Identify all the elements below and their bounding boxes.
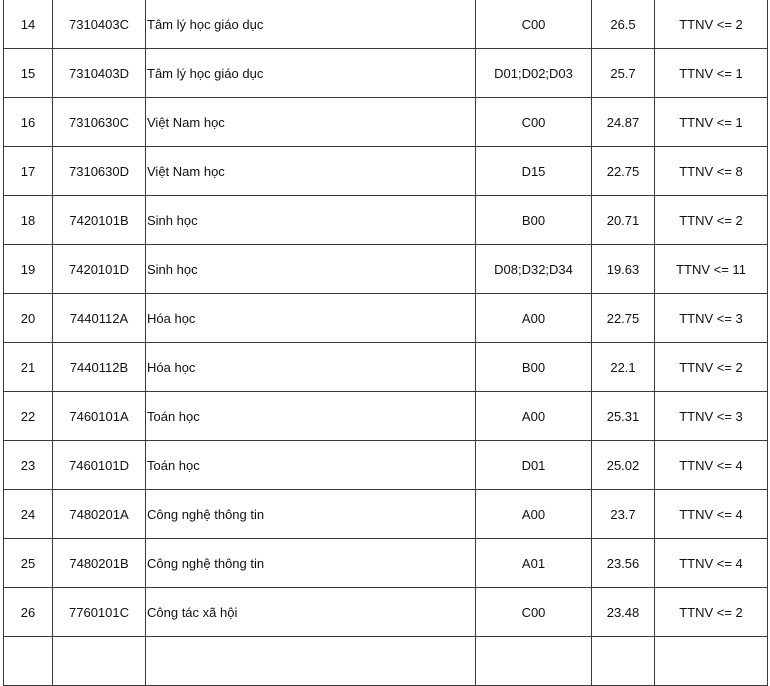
admission-score-cell: 22.75 bbox=[592, 147, 655, 196]
major-name-cell: Công tác xã hội bbox=[146, 588, 476, 637]
table-row bbox=[4, 539, 768, 588]
wish-priority-cell: TTNV <= 8 bbox=[655, 147, 768, 196]
row-number-cell: 14 bbox=[4, 0, 53, 49]
table-row bbox=[4, 0, 768, 49]
major-code-cell: 7460101D bbox=[53, 441, 146, 490]
admission-score-cell: 23.56 bbox=[592, 539, 655, 588]
major-code-cell: 7420101D bbox=[53, 245, 146, 294]
table-row bbox=[4, 490, 768, 539]
subject-combination-cell: D08;D32;D34 bbox=[476, 245, 592, 294]
major-code-cell: 7480201B bbox=[53, 539, 146, 588]
major-name-cell: Việt Nam học bbox=[146, 98, 476, 147]
subject-combination-cell: C00 bbox=[476, 588, 592, 637]
major-code-cell: 7460101A bbox=[53, 392, 146, 441]
admission-score-cell: 22.75 bbox=[592, 294, 655, 343]
admission-score-cell: 25.02 bbox=[592, 441, 655, 490]
wish-priority-cell: TTNV <= 4 bbox=[655, 490, 768, 539]
subject-combination-cell: B00 bbox=[476, 196, 592, 245]
subject-combination-cell: B00 bbox=[476, 343, 592, 392]
table-row bbox=[4, 147, 768, 196]
wish-priority-cell: TTNV <= 3 bbox=[655, 392, 768, 441]
wish-priority-cell: TTNV <= 2 bbox=[655, 588, 768, 637]
subject-combination-cell: D01 bbox=[476, 441, 592, 490]
subject-combination-cell: A00 bbox=[476, 490, 592, 539]
admission-score-cell bbox=[592, 637, 655, 686]
admission-score-cell: 25.7 bbox=[592, 49, 655, 98]
subject-combination-cell: A01 bbox=[476, 539, 592, 588]
admission-score-cell: 24.87 bbox=[592, 98, 655, 147]
major-code-cell: 7420101B bbox=[53, 196, 146, 245]
major-name-cell: Tâm lý học giáo dục bbox=[146, 49, 476, 98]
table-row bbox=[4, 588, 768, 637]
admission-scores-table bbox=[3, 0, 768, 686]
row-number-cell: 19 bbox=[4, 245, 53, 294]
major-name-cell: Sinh học bbox=[146, 196, 476, 245]
major-name-cell: Hóa học bbox=[146, 343, 476, 392]
major-code-cell: 7310630D bbox=[53, 147, 146, 196]
table-body bbox=[4, 0, 768, 686]
wish-priority-cell: TTNV <= 2 bbox=[655, 196, 768, 245]
admission-score-cell: 19.63 bbox=[592, 245, 655, 294]
major-code-cell: 7310630C bbox=[53, 98, 146, 147]
table-row bbox=[4, 196, 768, 245]
major-code-cell: 7480201A bbox=[53, 490, 146, 539]
table-row bbox=[4, 245, 768, 294]
row-number-cell: 24 bbox=[4, 490, 53, 539]
row-number-cell: 22 bbox=[4, 392, 53, 441]
admission-score-cell: 25.31 bbox=[592, 392, 655, 441]
major-name-cell bbox=[146, 637, 476, 686]
subject-combination-cell: D01;D02;D03 bbox=[476, 49, 592, 98]
table-row bbox=[4, 637, 768, 686]
admission-score-cell: 26.5 bbox=[592, 0, 655, 49]
major-code-cell bbox=[53, 637, 146, 686]
admission-score-cell: 23.48 bbox=[592, 588, 655, 637]
major-code-cell: 7310403C bbox=[53, 0, 146, 49]
major-name-cell: Hóa học bbox=[146, 294, 476, 343]
major-name-cell: Toán học bbox=[146, 441, 476, 490]
wish-priority-cell: TTNV <= 2 bbox=[655, 0, 768, 49]
wish-priority-cell: TTNV <= 2 bbox=[655, 343, 768, 392]
table-row bbox=[4, 294, 768, 343]
major-code-cell: 7440112A bbox=[53, 294, 146, 343]
major-name-cell: Sinh học bbox=[146, 245, 476, 294]
major-name-cell: Tâm lý học giáo dục bbox=[146, 0, 476, 49]
wish-priority-cell: TTNV <= 11 bbox=[655, 245, 768, 294]
major-name-cell: Toán học bbox=[146, 392, 476, 441]
major-code-cell: 7440112B bbox=[53, 343, 146, 392]
wish-priority-cell: TTNV <= 3 bbox=[655, 294, 768, 343]
table-row bbox=[4, 343, 768, 392]
row-number-cell: 15 bbox=[4, 49, 53, 98]
row-number-cell: 21 bbox=[4, 343, 53, 392]
admission-scores-table-container bbox=[3, 0, 768, 686]
subject-combination-cell bbox=[476, 637, 592, 686]
admission-score-cell: 22.1 bbox=[592, 343, 655, 392]
major-name-cell: Công nghệ thông tin bbox=[146, 539, 476, 588]
table-row bbox=[4, 49, 768, 98]
wish-priority-cell: TTNV <= 4 bbox=[655, 539, 768, 588]
major-name-cell: Công nghệ thông tin bbox=[146, 490, 476, 539]
row-number-cell: 18 bbox=[4, 196, 53, 245]
subject-combination-cell: C00 bbox=[476, 98, 592, 147]
admission-score-cell: 20.71 bbox=[592, 196, 655, 245]
row-number-cell: 17 bbox=[4, 147, 53, 196]
major-name-cell: Việt Nam học bbox=[146, 147, 476, 196]
wish-priority-cell: TTNV <= 1 bbox=[655, 98, 768, 147]
row-number-cell: 16 bbox=[4, 98, 53, 147]
subject-combination-cell: A00 bbox=[476, 294, 592, 343]
row-number-cell: 20 bbox=[4, 294, 53, 343]
table-row bbox=[4, 441, 768, 490]
wish-priority-cell: TTNV <= 1 bbox=[655, 49, 768, 98]
wish-priority-cell bbox=[655, 637, 768, 686]
table-row bbox=[4, 392, 768, 441]
row-number-cell: 23 bbox=[4, 441, 53, 490]
table-row bbox=[4, 98, 768, 147]
row-number-cell bbox=[4, 637, 53, 686]
major-code-cell: 7760101C bbox=[53, 588, 146, 637]
wish-priority-cell: TTNV <= 4 bbox=[655, 441, 768, 490]
subject-combination-cell: C00 bbox=[476, 0, 592, 49]
subject-combination-cell: D15 bbox=[476, 147, 592, 196]
row-number-cell: 25 bbox=[4, 539, 53, 588]
admission-score-cell: 23.7 bbox=[592, 490, 655, 539]
major-code-cell: 7310403D bbox=[53, 49, 146, 98]
row-number-cell: 26 bbox=[4, 588, 53, 637]
subject-combination-cell: A00 bbox=[476, 392, 592, 441]
